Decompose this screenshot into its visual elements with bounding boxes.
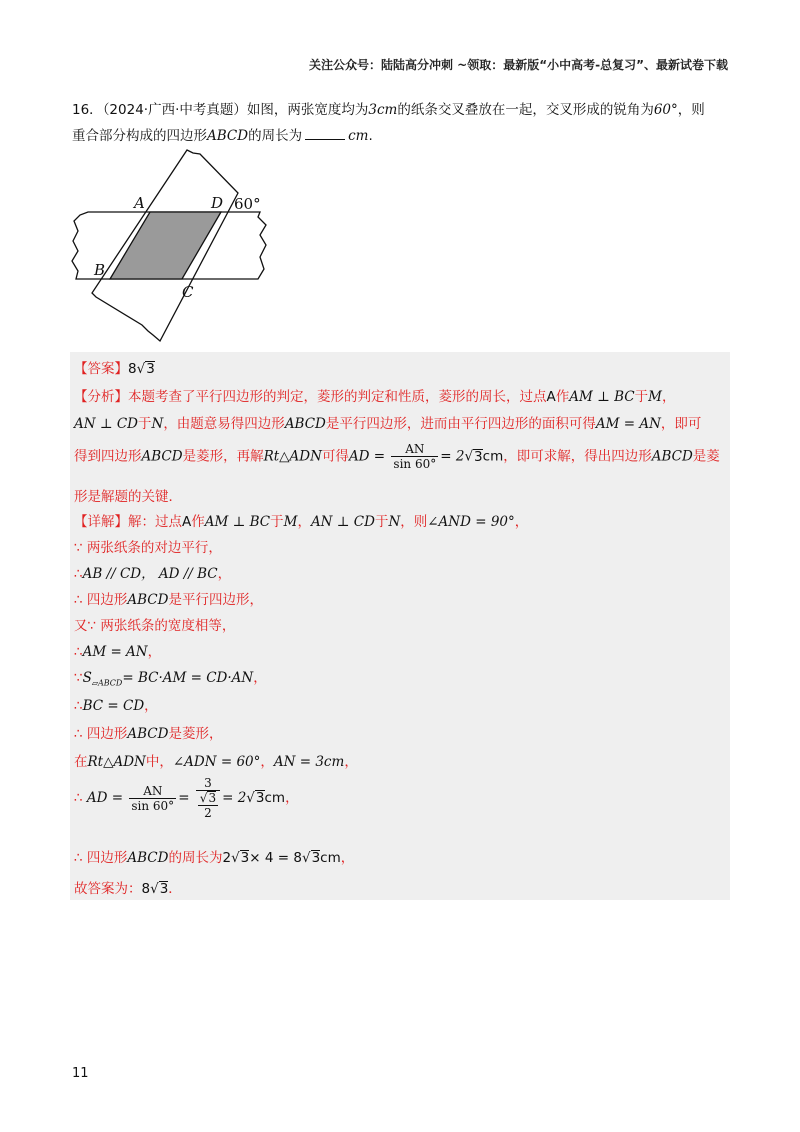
page-number: 11 xyxy=(72,1066,89,1081)
analysis-line-1: 【分析】本题考查了平行四边形的判定，菱形的判定和性质，菱形的周长，过点A作AM ⊥ BC于M， xyxy=(74,389,676,405)
solution-box xyxy=(70,352,730,900)
paper-strips-figure xyxy=(70,145,270,345)
detail-line-8: ∴BC = CD， xyxy=(74,698,158,714)
analysis-line-2: AN ⊥ CD于N，由题意易得四边形ABCD是平行四边形，进而由平行四边形的面积可得AM = AN，即可 xyxy=(74,416,702,432)
question-line-1: 16．（2024·广西·中考真题）如图，两张宽度均为3cm的纸条交叉叠放在一起，交叉形成的锐角为60°，则 xyxy=(72,102,705,118)
answer-blank xyxy=(305,127,345,140)
label-c: C xyxy=(182,283,194,301)
detail-line-10: 在Rt△ADN中，∠ADN = 60°，AN = 3cm， xyxy=(74,754,358,770)
page-header: 关注公众号：陆陆高分冲刺 ~领取：最新版“小中高考-总复习”、最新试卷下载 xyxy=(309,58,728,72)
label-b: B xyxy=(94,261,106,279)
detail-line-5: 又∵ 两张纸条的宽度相等， xyxy=(74,618,236,634)
label-d: D xyxy=(211,194,224,212)
label-a: A xyxy=(134,194,145,212)
detail-line-7: $\because S_{▱ABCD}= BC\cdot AM = CD\cdot AN$， xyxy=(74,670,267,688)
detail-line-6: ∴AM = AN， xyxy=(74,644,162,660)
detail-line-11: ∴ AD = $\frac{AN}{\sin 60^\circ}$ = $\frac{3}{\frac{√3}{2}}$ = 2√3cm， xyxy=(74,776,299,821)
analysis-line-4: 形是解题的关键． xyxy=(74,489,182,505)
question-line-2: 重合部分构成的四边形ABCD的周长为 cm. xyxy=(72,128,373,144)
detail-line-1: 【详解】解：过点A作AM ⊥ BC于M，AN ⊥ CD于N，则∠AND = 90°， xyxy=(74,514,529,530)
angle-label: 60° xyxy=(234,195,261,213)
detail-line-4: ∴ 四边形ABCD是平行四边形， xyxy=(74,592,263,608)
detail-line-3: ∴AB // CD， AD // BC， xyxy=(74,566,232,582)
answer-line: 【答案】8√3 xyxy=(74,361,155,377)
detail-line-9: ∴ 四边形ABCD是菱形， xyxy=(74,726,223,742)
detail-line-13: 故答案为：8√3． xyxy=(74,881,182,897)
analysis-line-3: 得到四边形ABCD是菱形，再解Rt△ADN可得AD = $\frac{AN}{\sin 60^\circ}$ = 2√3cm，即可求解，得出四边形ABCD是菱 xyxy=(74,442,720,471)
fraction-3-over-root3-half: $\frac{3}{\frac{√3}{2}}$ xyxy=(196,776,220,820)
fraction-an-over-sin60: $\frac{AN}{\sin 60^\circ}$ xyxy=(393,442,437,471)
detail-line-12: ∴ 四边形ABCD的周长为2√3× 4 = 8√3cm， xyxy=(74,850,355,866)
detail-line-2: ∵ 两张纸条的对边平行， xyxy=(74,540,222,556)
fraction-an-over-sin60-detail: $\frac{AN}{\sin 60^\circ}$ xyxy=(131,783,175,813)
